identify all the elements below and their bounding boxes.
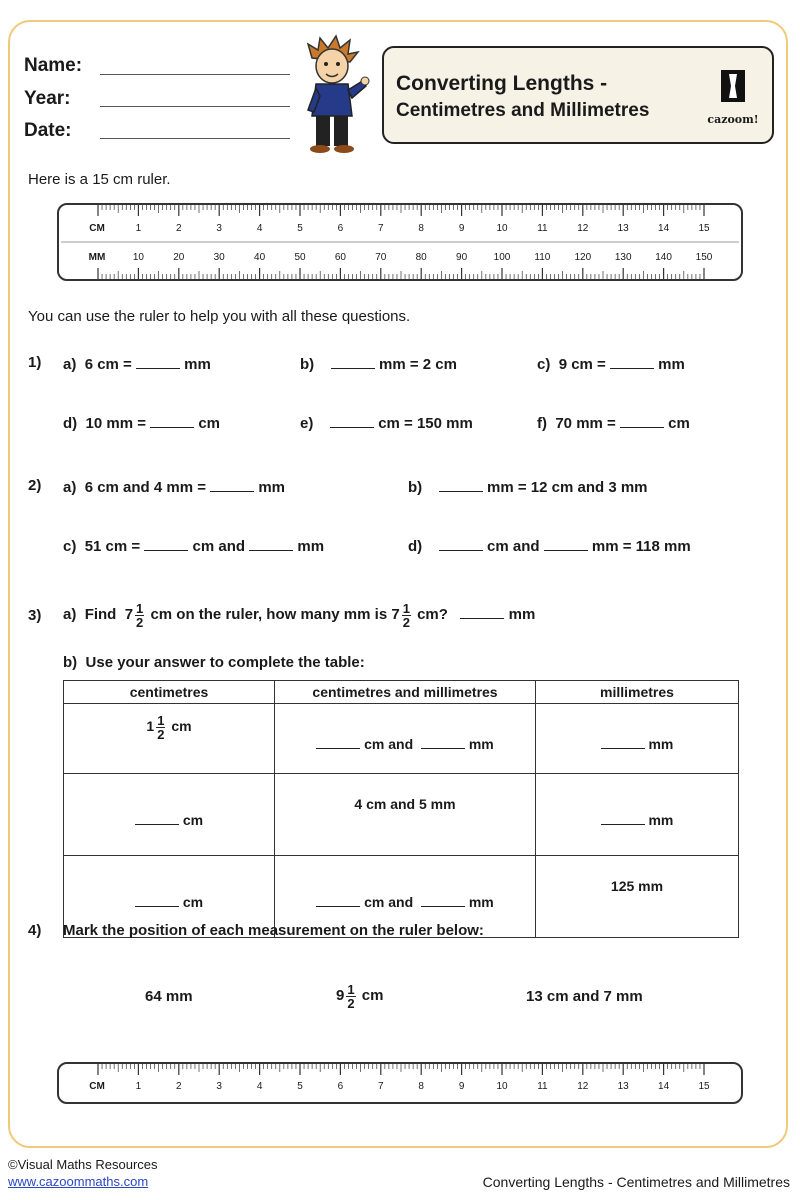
q1a-answer[interactable] xyxy=(136,354,180,369)
ruler2-cm-number: 8 xyxy=(418,1081,424,1092)
year-field[interactable] xyxy=(100,106,290,107)
r3-millimetres: 125 mm xyxy=(536,856,739,938)
ruler-mm-number: 10 xyxy=(132,252,144,263)
q2d-answer-mm[interactable] xyxy=(544,536,588,551)
q1d-left: 10 mm = xyxy=(85,415,146,432)
r2-cm-and-mm: 4 cm and 5 mm xyxy=(275,774,536,856)
q3a-answer[interactable] xyxy=(460,604,504,619)
q3a-fraction-2: $\frac{1}{2}$ xyxy=(402,600,410,630)
ruler-cm-number: 15 xyxy=(698,223,710,234)
q2a-left: 6 cm and 4 mm = xyxy=(84,479,206,496)
ruler-mm-number: 20 xyxy=(173,252,185,263)
q3b xyxy=(63,654,365,671)
ruler2-cm-number: 15 xyxy=(698,1081,710,1092)
ruler2-cm-number: 5 xyxy=(297,1081,303,1092)
ruler-mm-number: 100 xyxy=(493,252,511,263)
q3-number: 3) xyxy=(28,607,42,624)
q1e-text: cm = 150 mm xyxy=(378,415,473,432)
ruler2-cm-number: 11 xyxy=(537,1081,548,1092)
q1d xyxy=(63,413,220,432)
table-row xyxy=(64,704,739,774)
q3a-whole-2: 7 xyxy=(391,606,400,623)
ruler-mm-number: 50 xyxy=(294,252,306,263)
ruler-mm-number: 110 xyxy=(534,252,551,263)
q4-measurement-1: 64 mm xyxy=(145,988,193,1005)
q1d-label: d) xyxy=(63,415,78,432)
ruler2-cm-number: 9 xyxy=(458,1081,465,1092)
q4-measurement-2: 9 $\frac{1}{2}$ cm xyxy=(336,981,384,1011)
q1a-right: mm xyxy=(184,356,211,373)
q2a-label: a) xyxy=(63,479,77,496)
q1b xyxy=(300,354,457,373)
help-text: You can use the ruler to help you with all these questions. xyxy=(28,308,411,325)
ruler-cm-number: 7 xyxy=(378,223,384,234)
q2c-answer-cm[interactable] xyxy=(144,536,188,551)
q1a-left: 6 cm = xyxy=(84,356,132,373)
conversion-table xyxy=(63,680,739,938)
r1-millimetres: mm xyxy=(536,704,739,774)
q3a-fraction-1: $\frac{1}{2}$ xyxy=(136,600,144,630)
ruler-mm-number: 60 xyxy=(334,252,346,263)
q1c-left: 9 cm = xyxy=(558,356,606,373)
table-header-row xyxy=(64,681,739,704)
ruler-mm-number: 30 xyxy=(213,252,225,263)
r1-centimetres: 1 $\frac{1}{2}$ cm xyxy=(64,704,275,774)
date-field[interactable] xyxy=(100,138,290,139)
ruler2-cm-number: 14 xyxy=(658,1081,670,1092)
q1d-right: cm xyxy=(198,415,221,432)
q1e-label: e) xyxy=(300,415,314,432)
q2d-mid: cm and xyxy=(487,538,540,555)
q1e-answer[interactable] xyxy=(330,413,374,428)
ruler-mm-number: 120 xyxy=(574,252,592,263)
q3a-whole-1: 7 xyxy=(124,606,134,623)
footer-title: Converting Lengths - Centimetres and Millimetres xyxy=(482,1174,790,1190)
col-header-millimetres: millimetres xyxy=(536,681,739,704)
q1c-label: c) xyxy=(537,356,551,373)
q2b-text: mm = 12 cm and 3 mm xyxy=(487,479,648,496)
ruler-mm-number: 130 xyxy=(614,252,632,263)
r2-millimetres-answer[interactable] xyxy=(601,810,645,825)
r2-centimetres-answer[interactable] xyxy=(135,810,179,825)
year-label: Year: xyxy=(24,88,71,109)
q4-text: Mark the position of each measurement on the ruler below: xyxy=(63,922,484,939)
ruler-mm-label: MM xyxy=(88,252,106,263)
footer-copyright: ©Visual Maths Resources xyxy=(8,1157,158,1172)
ruler-cm-number: 13 xyxy=(617,223,629,234)
q1c xyxy=(537,354,685,373)
q1f-answer[interactable] xyxy=(620,413,664,428)
q1f-left: 70 mm = xyxy=(555,415,616,432)
q2d-answer-cm[interactable] xyxy=(439,536,483,551)
ruler2-cm-number: 6 xyxy=(337,1081,344,1092)
q2c-label: c) xyxy=(63,538,77,555)
r1-mm-answer[interactable] xyxy=(421,734,465,749)
ruler2-cm-number: 1 xyxy=(135,1081,142,1092)
q4-measurement-3: 13 cm and 7 mm xyxy=(526,988,643,1005)
q2b-answer[interactable] xyxy=(439,477,483,492)
col-header-centimetres: centimetres xyxy=(64,681,275,704)
q4-number: 4) xyxy=(28,922,42,939)
table-row xyxy=(64,774,739,856)
q2c xyxy=(63,536,324,555)
q2d xyxy=(408,536,691,555)
ruler2-cm-number: 4 xyxy=(256,1081,263,1092)
ruler2-cm-number: 3 xyxy=(216,1081,222,1092)
ruler-cm-number: 9 xyxy=(458,223,465,234)
q1b-answer[interactable] xyxy=(331,354,375,369)
cartoon-boy-illustration xyxy=(298,34,370,158)
page-title-line2: Centimetres and Millimetres xyxy=(396,100,650,121)
q1f xyxy=(537,413,690,432)
col-header-cm-and-mm: centimetres and millimetres xyxy=(275,681,536,704)
ruler-cm-number: 4 xyxy=(256,223,263,234)
q3a-label: a) xyxy=(63,606,77,623)
name-field[interactable] xyxy=(100,74,290,75)
q3a-cm: cm? xyxy=(417,606,448,623)
r3-mm-answer[interactable] xyxy=(421,892,465,907)
q1c-right: mm xyxy=(658,356,685,373)
ruler-cm-number: 11 xyxy=(537,223,548,234)
r1-cm-and-mm: cm and mm xyxy=(275,704,536,774)
q2a-right: mm xyxy=(258,479,286,496)
q3b-label: b) xyxy=(63,654,78,671)
ruler-cm-number: 6 xyxy=(337,223,344,234)
q1b-text: mm = 2 cm xyxy=(379,356,457,373)
q2c-answer-mm[interactable] xyxy=(249,536,293,551)
q3a xyxy=(63,599,535,631)
q2c-right: mm xyxy=(297,538,325,555)
q3a-mid: cm on the ruler, how many mm is xyxy=(150,606,388,623)
q1f-label: f) xyxy=(537,415,547,432)
ruler2-cm-number: 7 xyxy=(378,1081,384,1092)
ruler-cm-number: 8 xyxy=(418,223,424,234)
r2-millimetres: mm xyxy=(536,774,739,856)
ruler-cm-label: CM xyxy=(89,223,105,234)
q1f-right: cm xyxy=(668,415,690,432)
r3-centimetres-answer[interactable] xyxy=(135,892,179,907)
name-label: Name: xyxy=(24,55,83,76)
ruler2-cm-number: 13 xyxy=(617,1081,629,1092)
ruler-mm-number: 140 xyxy=(655,252,672,263)
q1e xyxy=(300,413,473,432)
q3a-unit: mm xyxy=(508,606,536,623)
ruler-mm-number: 90 xyxy=(456,252,468,263)
q3a-find: Find xyxy=(84,606,117,623)
ruler-cm-number: 5 xyxy=(297,223,303,234)
q2c-left: 51 cm = xyxy=(84,538,141,555)
q2a-answer[interactable] xyxy=(210,477,254,492)
q1b-label: b) xyxy=(300,356,315,373)
q2d-right: mm = 118 mm xyxy=(591,538,691,555)
q1a-label: a) xyxy=(63,356,77,373)
ruler-mm-number: 70 xyxy=(375,252,387,263)
ruler-cm-number: 1 xyxy=(135,223,142,234)
r1-cm-answer[interactable] xyxy=(316,734,360,749)
date-label: Date: xyxy=(24,120,72,141)
logo-text: cazoom! xyxy=(707,113,759,126)
q2b-label: b) xyxy=(408,479,423,496)
ruler-intro-text: Here is a 15 cm ruler. xyxy=(28,171,171,188)
ruler-cm-number: 2 xyxy=(176,223,182,234)
q2-number: 2) xyxy=(28,477,42,494)
ruler-cm-number: 10 xyxy=(496,223,508,234)
ruler-cm-number: 14 xyxy=(658,223,670,234)
r3-cm-and-mm: cm and mm xyxy=(275,856,536,938)
q2b xyxy=(408,477,648,496)
r3-centimetres: cm xyxy=(64,856,275,938)
q1-number: 1) xyxy=(28,354,42,371)
ruler2-cm-number: 10 xyxy=(496,1081,508,1092)
page-title-line1: Converting Lengths - xyxy=(396,72,608,95)
ruler-cm-number: 3 xyxy=(216,223,222,234)
q2a xyxy=(63,477,285,496)
ruler-mm-number: 150 xyxy=(695,252,713,263)
page-border xyxy=(8,20,788,1148)
q1a xyxy=(63,354,211,373)
q3b-text: Use your answer to complete the table: xyxy=(85,654,365,671)
ruler2-cm-number: 12 xyxy=(577,1081,589,1092)
r1-millimetres-answer[interactable] xyxy=(601,734,645,749)
footer-link[interactable]: www.cazoommaths.com xyxy=(8,1174,149,1189)
ruler-cm-number: 12 xyxy=(577,223,589,234)
cazoom-logo xyxy=(703,64,763,126)
q1d-answer[interactable] xyxy=(150,413,194,428)
r3-cm-answer[interactable] xyxy=(316,892,360,907)
ruler-mm-number: 80 xyxy=(415,252,427,263)
q2d-label: d) xyxy=(408,538,423,555)
ruler2-cm-label: CM xyxy=(89,1081,105,1092)
ruler2-cm-number: 2 xyxy=(176,1081,182,1092)
q2c-mid: cm and xyxy=(192,538,246,555)
r2-centimetres: cm xyxy=(64,774,275,856)
ruler-mm-number: 40 xyxy=(254,252,266,263)
q1c-answer[interactable] xyxy=(610,354,654,369)
